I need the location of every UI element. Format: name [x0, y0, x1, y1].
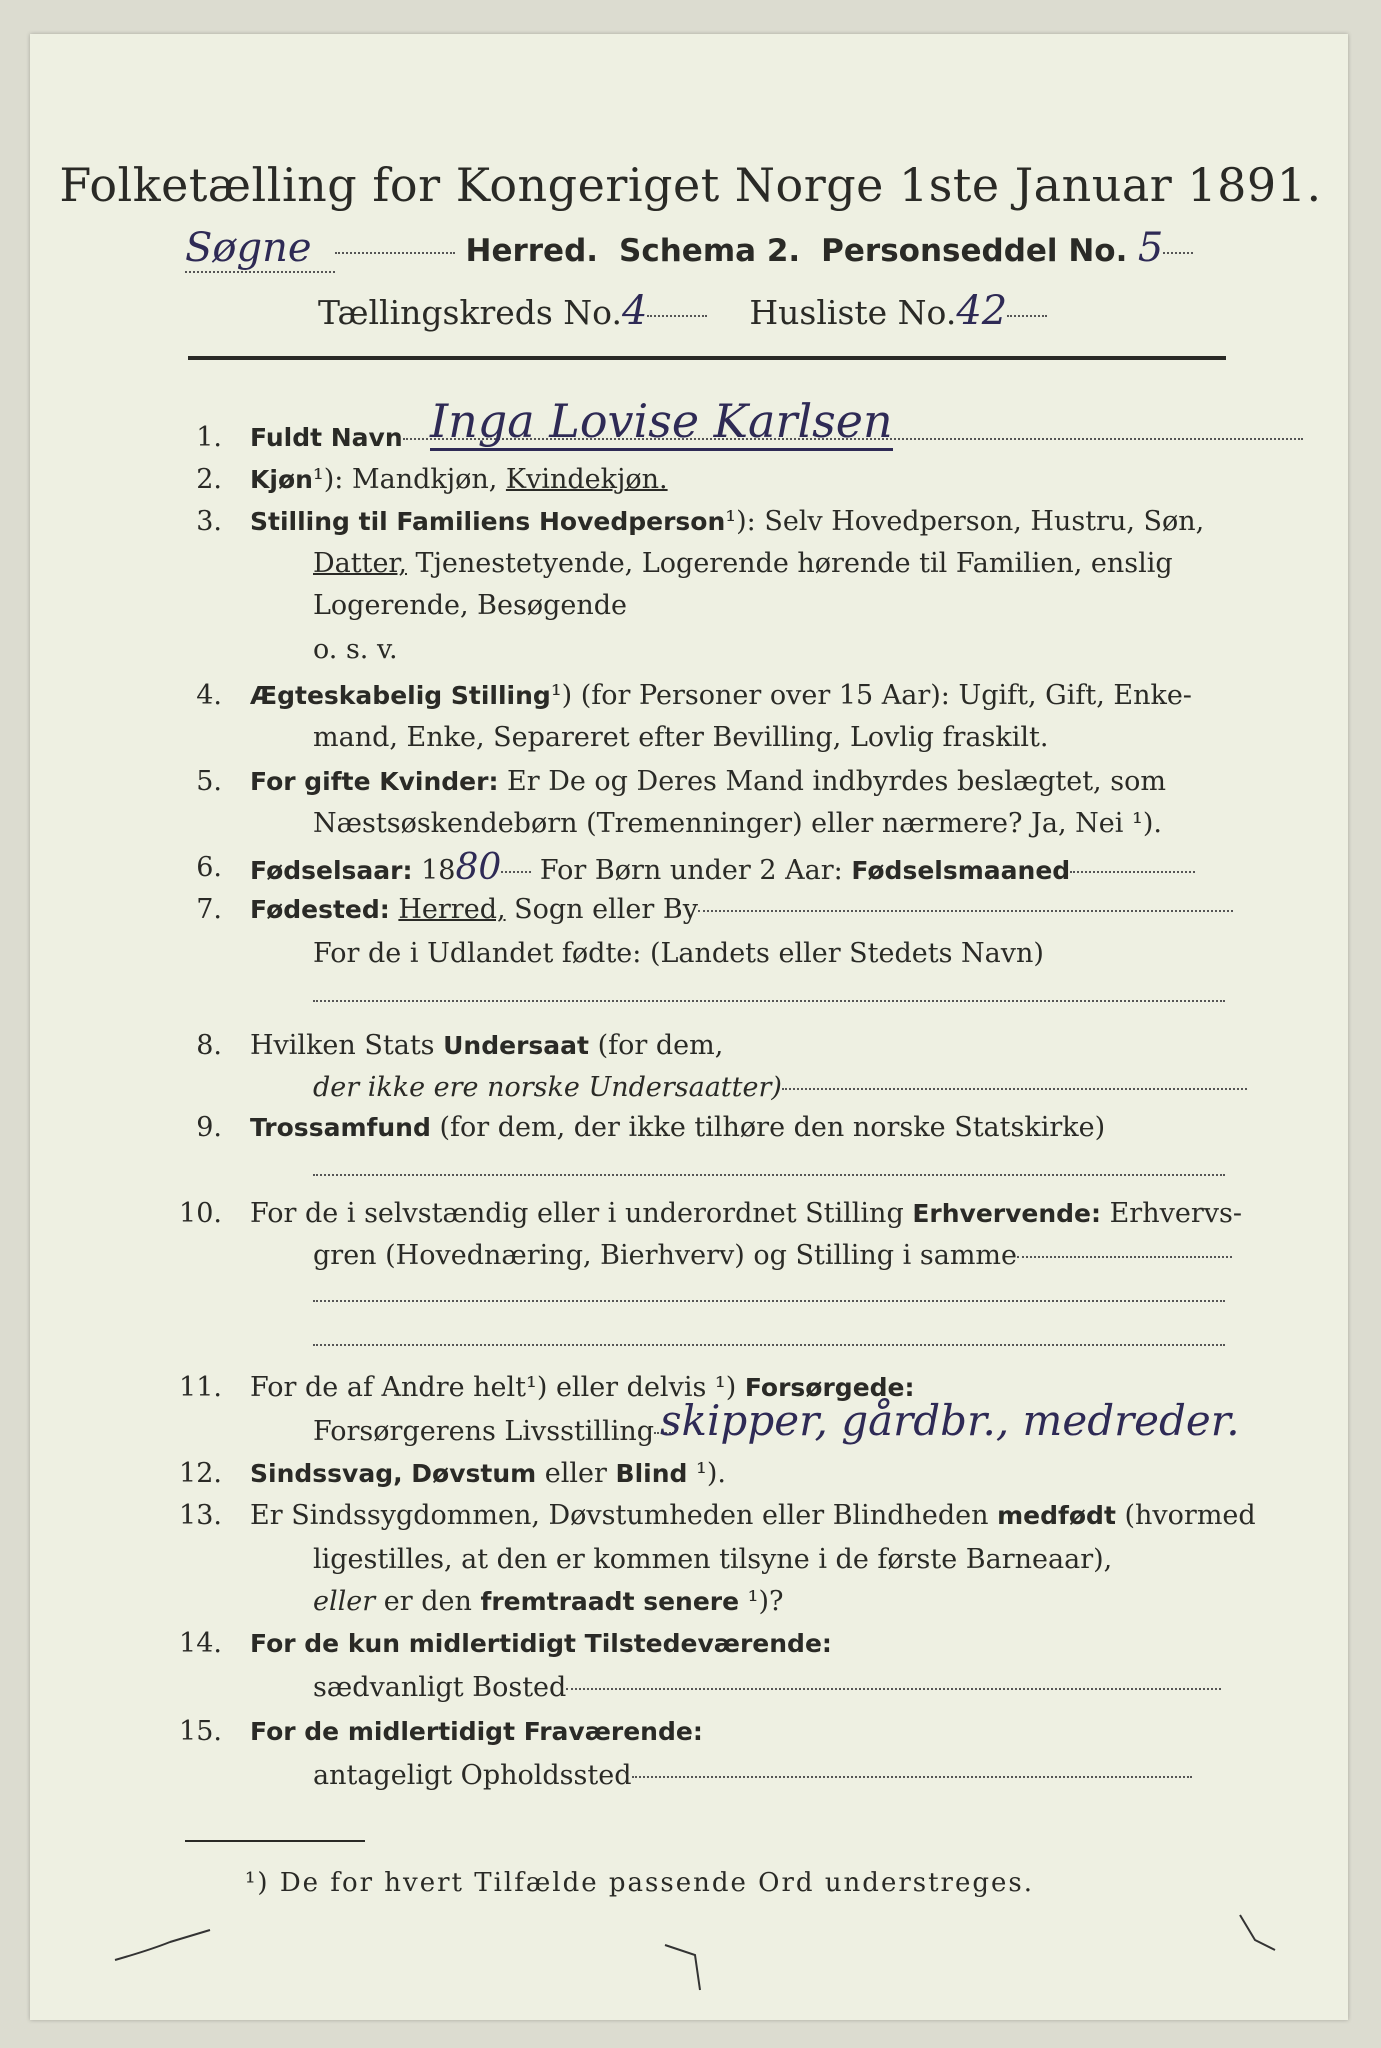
- q3-row: [250, 502, 1204, 542]
- q12-label2: Blind: [615, 1459, 688, 1488]
- q5-row: [250, 762, 1166, 802]
- q14-number: 14.: [179, 1628, 222, 1659]
- q11-number: 11.: [179, 1372, 222, 1403]
- q10-row4: [313, 1324, 1225, 1364]
- q13-label: medfødt: [997, 1501, 1116, 1530]
- q13-row: [250, 1496, 1256, 1536]
- q9-label: Trossamfund: [250, 1113, 431, 1142]
- q9-row2: [313, 1154, 1225, 1194]
- pen-mark-center: [660, 1930, 730, 2000]
- q5-text: Er De og Deres Mand indbyrdes beslægtet, som: [498, 766, 1166, 797]
- q8-number: 8.: [196, 1030, 222, 1061]
- q14-row2: [313, 1668, 1221, 1708]
- q15-label: For de midlertidigt Fraværende:: [250, 1717, 703, 1746]
- q15-line2: antageligt Opholdssted: [313, 1760, 632, 1791]
- q2-label: Kjøn: [250, 465, 313, 494]
- q11-text1: For de af Andre helt: [250, 1372, 527, 1403]
- q8-row2: [313, 1068, 1247, 1108]
- q6-row: [250, 848, 1195, 891]
- q5-row2: Næstsøskendebørn (Tremenninger) eller nærmere? Ja, Nei ¹).: [313, 808, 1162, 839]
- q6-number: 6.: [196, 852, 222, 883]
- pen-mark-left: [110, 1920, 220, 1970]
- husliste-value: 42: [956, 288, 1008, 334]
- personseddel-label: Personseddel No.: [821, 233, 1128, 269]
- q13-number: 13.: [179, 1500, 222, 1531]
- header-divider: [188, 356, 1226, 360]
- q8-row: [250, 1026, 723, 1066]
- q9-text: (for dem, der ikke tilhøre den norske Statskirke): [430, 1112, 1106, 1143]
- q6-label: Fødselsaar:: [250, 856, 413, 885]
- q10-label: Erhvervende:: [912, 1199, 1102, 1228]
- q5-number: 5.: [196, 766, 222, 797]
- husliste-label: Husliste No.: [749, 293, 957, 332]
- q11-row2: [313, 1412, 674, 1452]
- q13-note: ¹)?: [739, 1586, 784, 1617]
- q10-row: [250, 1194, 1242, 1234]
- q10-row2: [313, 1236, 1232, 1276]
- birth-year-value: 80: [455, 847, 502, 888]
- q12-note: ¹).: [687, 1458, 726, 1489]
- q13-text1: Er Sindssygdommen, Døvstumheden eller Blindheden: [250, 1500, 998, 1531]
- personseddel-value: 5: [1137, 225, 1164, 271]
- q1-number: 1.: [196, 422, 222, 453]
- q7-selected: Herred,: [398, 894, 506, 925]
- header-line-kreds: [318, 288, 1047, 334]
- q15-row: [250, 1712, 703, 1752]
- q10-text1: For de i selvstændig eller i underordnet Stilling: [250, 1198, 913, 1229]
- q13-eller: eller: [313, 1586, 376, 1617]
- q8-text1: Hvilken Stats: [250, 1030, 444, 1061]
- q8-line2: der ikke ere norske Undersaatter): [313, 1072, 782, 1103]
- herred-value: Søgne: [185, 225, 335, 273]
- q2-options: ¹): Mandkjøn,: [312, 464, 506, 495]
- q7-row2: For de i Udlandet fødte: (Landets eller Stedets Navn): [313, 938, 1044, 969]
- q1-label: Fuldt Navn: [250, 423, 403, 452]
- schema-label: Schema 2.: [619, 233, 801, 269]
- q3-line2: Tjenestetyende, Logerende hørende til Familien, enslig: [406, 548, 1173, 579]
- q14-row: [250, 1624, 832, 1664]
- q4-number: 4.: [196, 680, 222, 711]
- q14-label: For de kun midlertidigt Tilstedeværende:: [250, 1629, 832, 1658]
- q15-number: 15.: [179, 1716, 222, 1747]
- full-name-value: Inga Lovise Karlsen: [430, 394, 893, 451]
- q9-number: 9.: [196, 1112, 222, 1143]
- footnote-divider: [185, 1840, 365, 1842]
- q3-options: ¹): Selv Hovedperson, Hustru, Søn,: [725, 506, 1205, 537]
- q3-label: Stilling til Familiens Hovedperson: [250, 507, 726, 536]
- herred-label: Herred.: [465, 233, 599, 269]
- q12-row: [250, 1454, 726, 1494]
- q7-row: [250, 890, 1233, 930]
- q6-text: For Børn under 2 Aar:: [531, 855, 852, 886]
- q3-row2: [313, 544, 1173, 584]
- q10-line2: gren (Hovednæring, Bierhverv) og Stilling i samme: [313, 1240, 1018, 1271]
- q11-line2: Forsørgerens Livsstilling: [313, 1416, 655, 1447]
- q2-selected: Kvindekjøn.: [505, 464, 668, 495]
- q7-options: Sogn eller By: [505, 894, 698, 925]
- q14-line2: sædvanligt Bosted: [313, 1672, 567, 1703]
- q7-row3: [313, 980, 1225, 1020]
- q9-row: [250, 1108, 1105, 1148]
- q3-number: 3.: [196, 506, 222, 537]
- kreds-label: Tællingskreds No.: [318, 293, 622, 332]
- q10-text2: Erhvervs-: [1101, 1198, 1242, 1229]
- q13-text3: er den: [375, 1586, 481, 1617]
- q11-label: Forsørgede:: [744, 1373, 915, 1402]
- form-title: Folketælling for Kongeriget Norge 1ste Januar 1891.: [59, 158, 1322, 212]
- q13-row2: ligestilles, at den er kommen tilsyne i de første Barneaar),: [313, 1544, 1113, 1575]
- q2-row: [250, 460, 668, 500]
- q10-number: 10.: [179, 1198, 222, 1229]
- q8-text2: (for dem,: [588, 1030, 724, 1061]
- q12-number: 12.: [179, 1458, 222, 1489]
- q15-row2: [313, 1756, 1192, 1796]
- q8-label: Undersaat: [443, 1031, 589, 1060]
- pen-mark-right: [1230, 1910, 1290, 1970]
- q10-row3: [313, 1280, 1225, 1320]
- q6-prefix: 18: [412, 855, 456, 886]
- q4-options: ¹) (for Personer over 15 Aar): Ugift, Gift, Enke-: [550, 680, 1192, 711]
- q7-number: 7.: [196, 894, 222, 925]
- q2-number: 2.: [196, 464, 222, 495]
- provider-occupation-value: skipper, gårdbr., medreder.: [660, 1396, 1240, 1445]
- q6-month-label: Fødselsmaaned: [851, 856, 1071, 885]
- q5-label: For gifte Kvinder:: [250, 767, 499, 796]
- q3-row4: o. s. v.: [313, 634, 398, 665]
- q12-label1: Sindssvag, Døvstum: [250, 1459, 537, 1488]
- q7-label: Fødested:: [250, 895, 390, 924]
- header-line-herred: [185, 225, 1230, 273]
- q4-row2: mand, Enke, Separeret efter Bevilling, Lovlig fraskilt.: [313, 722, 1049, 753]
- kreds-value: 4: [621, 288, 648, 334]
- footnote: ¹) De for hvert Tilfælde passende Ord understreges.: [245, 1868, 1035, 1898]
- q13-text2: (hvormed: [1115, 1500, 1256, 1531]
- q3-row3: Logerende, Besøgende: [313, 590, 627, 621]
- q3-selected: Datter,: [313, 548, 407, 579]
- q13-row3: [313, 1582, 784, 1622]
- q12-text: eller: [536, 1458, 616, 1489]
- q4-label: Ægteskabelig Stilling: [250, 681, 551, 710]
- q4-row: [250, 676, 1192, 716]
- q11-text2: ¹) eller delvis ¹): [526, 1372, 745, 1403]
- q13-label2: fremtraadt senere: [480, 1587, 740, 1616]
